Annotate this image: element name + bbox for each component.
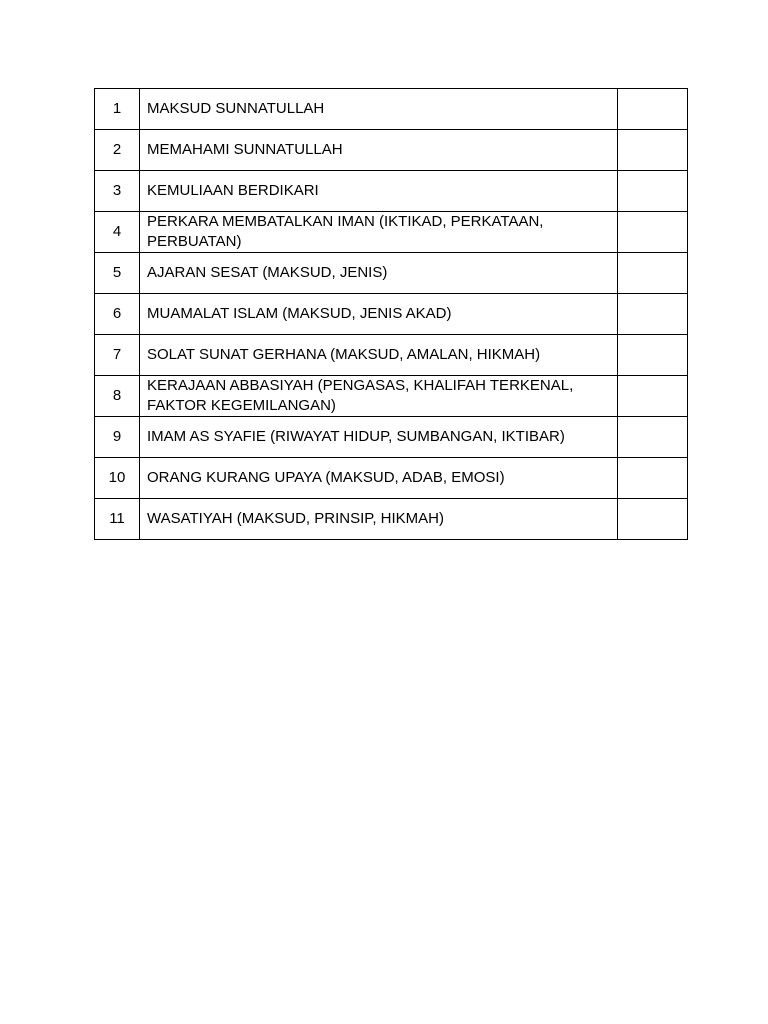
row-check-cell <box>618 458 688 499</box>
row-number: 7 <box>95 335 140 376</box>
table-row <box>95 417 688 458</box>
row-number: 8 <box>95 376 140 417</box>
topics-table <box>94 88 688 540</box>
table-row <box>95 376 688 417</box>
table-row <box>95 171 688 212</box>
row-topic: MAKSUD SUNNATULLAH <box>140 89 618 130</box>
row-topic: PERKARA MEMBATALKAN IMAN (IKTIKAD, PERKATAAN, PERBUATAN) <box>140 212 618 253</box>
row-number: 5 <box>95 253 140 294</box>
row-check-cell <box>618 253 688 294</box>
row-number: 1 <box>95 89 140 130</box>
row-topic: SOLAT SUNAT GERHANA (MAKSUD, AMALAN, HIKMAH) <box>140 335 618 376</box>
row-check-cell <box>618 171 688 212</box>
row-number: 2 <box>95 130 140 171</box>
row-topic: AJARAN SESAT (MAKSUD, JENIS) <box>140 253 618 294</box>
row-number: 3 <box>95 171 140 212</box>
row-check-cell <box>618 499 688 540</box>
row-check-cell <box>618 130 688 171</box>
row-number: 10 <box>95 458 140 499</box>
row-check-cell <box>618 417 688 458</box>
row-number: 9 <box>95 417 140 458</box>
table-row <box>95 89 688 130</box>
table-row <box>95 130 688 171</box>
table-row <box>95 499 688 540</box>
row-number: 6 <box>95 294 140 335</box>
row-topic: KERAJAAN ABBASIYAH (PENGASAS, KHALIFAH TERKENAL, FAKTOR KEGEMILANGAN) <box>140 376 618 417</box>
row-check-cell <box>618 212 688 253</box>
row-number: 11 <box>95 499 140 540</box>
row-topic: IMAM AS SYAFIE (RIWAYAT HIDUP, SUMBANGAN, IKTIBAR) <box>140 417 618 458</box>
table-row <box>95 212 688 253</box>
row-check-cell <box>618 294 688 335</box>
table-row <box>95 458 688 499</box>
table-row <box>95 253 688 294</box>
row-topic: KEMULIAAN BERDIKARI <box>140 171 618 212</box>
row-topic: MUAMALAT ISLAM (MAKSUD, JENIS AKAD) <box>140 294 618 335</box>
table-row <box>95 335 688 376</box>
row-topic: ORANG KURANG UPAYA (MAKSUD, ADAB, EMOSI) <box>140 458 618 499</box>
row-topic: WASATIYAH (MAKSUD, PRINSIP, HIKMAH) <box>140 499 618 540</box>
row-check-cell <box>618 376 688 417</box>
row-topic: MEMAHAMI SUNNATULLAH <box>140 130 618 171</box>
row-number: 4 <box>95 212 140 253</box>
row-check-cell <box>618 335 688 376</box>
row-check-cell <box>618 89 688 130</box>
table-row <box>95 294 688 335</box>
